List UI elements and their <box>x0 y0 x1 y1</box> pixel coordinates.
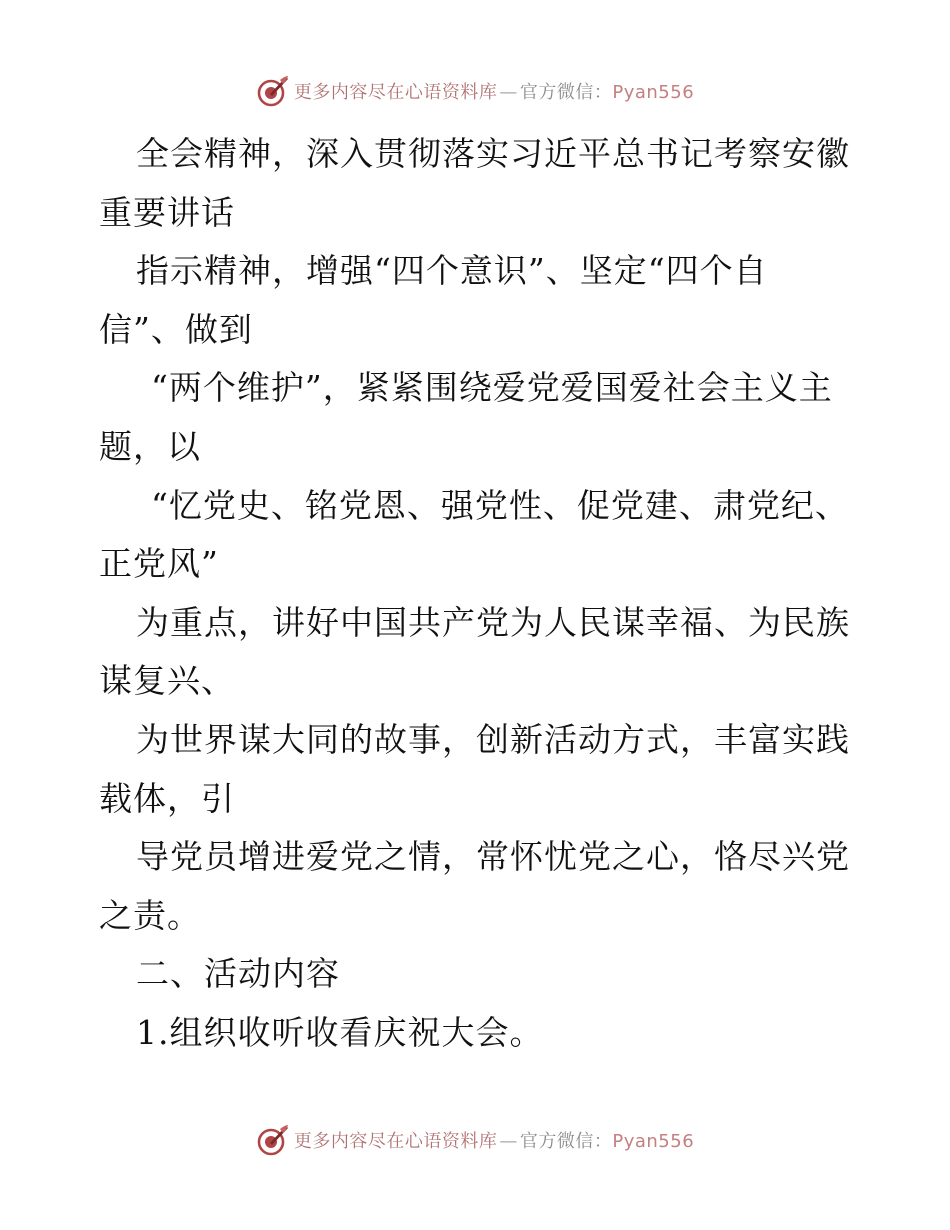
body-line: 导党员增进爱党之情，常怀忧党之心，恪尽兴党 <box>136 837 850 877</box>
banner-main-text: 更多内容尽在心语资料库 <box>293 82 498 103</box>
body-line: 正党风” <box>99 544 219 584</box>
quill-logo-icon <box>256 74 290 108</box>
list-item: 1.组织收听收看庆祝大会。 <box>136 1012 544 1052</box>
body-line: 谋复兴、 <box>99 661 235 701</box>
body-line: 重要讲话 <box>99 192 235 232</box>
body-line: “两个维护”，紧紧围绕爱党爱国爱社会主义主 <box>151 368 833 408</box>
body-line: 载体，引 <box>99 778 235 818</box>
body-line: 指示精神，增强“四个意识”、坚定“四个自 <box>136 251 768 291</box>
banner-main-text: 更多内容尽在心语资料库 <box>293 1131 498 1152</box>
quill-logo-icon <box>256 1123 290 1157</box>
section-heading: 二、活动内容 <box>136 954 340 994</box>
body-line: 为世界谋大同的故事，创新活动方式，丰富实践 <box>136 719 850 759</box>
body-line: 之责。 <box>99 895 201 935</box>
footer-banner-inner <box>256 1123 694 1157</box>
body-line: 为重点，讲好中国共产党为人民谋幸福、为民族 <box>136 602 850 642</box>
footer-watermark-banner <box>0 1120 950 1160</box>
body-line: “忆党史、铭党恩、强党性、促党建、肃党纪、 <box>151 485 849 525</box>
document-body <box>99 125 859 1063</box>
footer-banner-text <box>294 1127 694 1153</box>
banner-dash: — <box>499 82 518 103</box>
banner-sub-text: 官方微信： <box>519 1131 613 1152</box>
header-banner-text <box>294 78 694 104</box>
header-watermark-banner <box>0 71 950 111</box>
body-line: 全会精神，深入贯彻落实习近平总书记考察安徽 <box>136 134 850 173</box>
banner-sub-text: 官方微信： <box>519 82 613 103</box>
body-line: 信”、做到 <box>99 309 253 349</box>
header-banner-inner <box>256 74 694 108</box>
banner-dash: — <box>499 1131 518 1152</box>
banner-wechat-id: Pyan556 <box>612 1131 695 1152</box>
banner-wechat-id: Pyan556 <box>612 82 695 103</box>
body-line: 题，以 <box>99 426 201 466</box>
